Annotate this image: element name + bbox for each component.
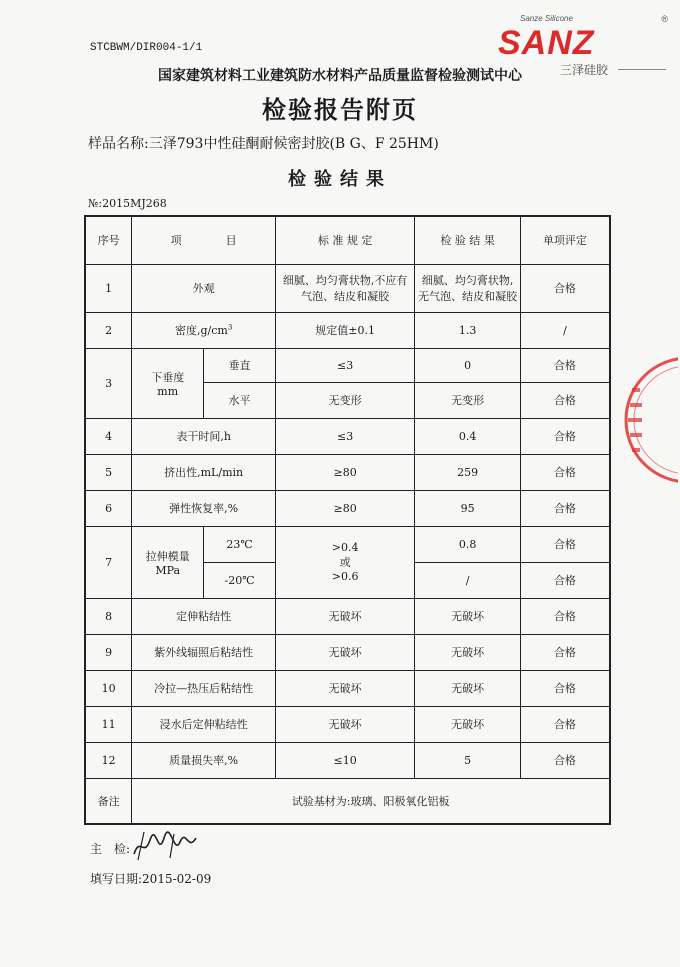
row-subitem: 23℃ bbox=[204, 526, 276, 562]
row-standard bbox=[275, 526, 414, 598]
row-item-text: 密度,g/cm bbox=[174, 324, 228, 337]
row-standard: 细腻、均匀膏状物,不应有气泡、结皮和凝胶 bbox=[275, 264, 414, 312]
standard-line: >0.4 bbox=[331, 541, 359, 554]
row-verdict: 合格 bbox=[520, 382, 610, 418]
row-no: 3 bbox=[85, 348, 132, 418]
row-no: 5 bbox=[85, 454, 132, 490]
report-number: №:2015MJ268 bbox=[88, 197, 167, 210]
row-result: 细腻、均匀膏状物,无气泡、结皮和凝胶 bbox=[415, 264, 521, 312]
header-no: 序号 bbox=[85, 216, 132, 264]
row-result: 无破坏 bbox=[415, 706, 521, 742]
row-item: 弹性恢复率,% bbox=[132, 490, 276, 526]
row-result: 无变形 bbox=[415, 382, 521, 418]
row-item: 紫外线辐照后粘结性 bbox=[132, 634, 276, 670]
row-standard: 无破坏 bbox=[275, 706, 414, 742]
table-row bbox=[85, 670, 610, 706]
row-result: 5 bbox=[415, 742, 521, 778]
row-standard: ≤3 bbox=[275, 348, 414, 382]
organization-name: 国家建筑材料工业建筑防水材料产品质量监督检验测试中心 bbox=[158, 68, 522, 84]
inspector-signature bbox=[130, 828, 200, 864]
brand-cn-name: 三泽硅胶 bbox=[560, 63, 609, 77]
row-subitem: -20℃ bbox=[204, 562, 276, 598]
table-row bbox=[85, 598, 610, 634]
row-subitem: 水平 bbox=[204, 382, 276, 418]
table-row bbox=[85, 526, 610, 562]
row-result: / bbox=[415, 562, 521, 598]
row-item: 表干时间,h bbox=[132, 418, 276, 454]
row-standard: ≥80 bbox=[275, 490, 414, 526]
row-item-superscript: 3 bbox=[227, 323, 233, 332]
row-verdict: 合格 bbox=[520, 634, 610, 670]
table-remark-row bbox=[85, 778, 610, 824]
result-title: 检验结果 bbox=[288, 169, 392, 190]
header-result: 检 验 结 果 bbox=[415, 216, 521, 264]
sample-name: 样品名称:三泽793中性硅酮耐候密封胶(B G、F 25HM) bbox=[88, 136, 439, 152]
remark-text: 试验基材为:玻璃、阳极氧化铝板 bbox=[132, 778, 610, 824]
row-item: 浸水后定伸粘结性 bbox=[132, 706, 276, 742]
page-title: 检验报告附页 bbox=[262, 96, 418, 124]
row-item bbox=[132, 526, 204, 598]
row-item bbox=[132, 312, 276, 348]
row-no: 7 bbox=[85, 526, 132, 598]
row-result: 无破坏 bbox=[415, 634, 521, 670]
row-no: 10 bbox=[85, 670, 132, 706]
row-standard: ≤3 bbox=[275, 418, 414, 454]
row-no: 6 bbox=[85, 490, 132, 526]
row-no: 9 bbox=[85, 634, 132, 670]
row-standard: 无破坏 bbox=[275, 598, 414, 634]
row-no: 4 bbox=[85, 418, 132, 454]
brand-logo-text: SANZ bbox=[498, 24, 595, 62]
row-item-text: 拉伸模量 bbox=[145, 549, 190, 563]
row-item-unit: MPa bbox=[155, 563, 181, 577]
fill-date: 填写日期:2015-02-09 bbox=[90, 872, 212, 886]
row-result: 无破坏 bbox=[415, 598, 521, 634]
row-result: 0 bbox=[415, 348, 521, 382]
inspector-label: 主 检: bbox=[90, 842, 131, 856]
result-table bbox=[84, 215, 611, 825]
row-no: 1 bbox=[85, 264, 132, 312]
table-row bbox=[85, 634, 610, 670]
row-standard: ≥80 bbox=[275, 454, 414, 490]
standard-line: 或 bbox=[339, 556, 351, 569]
row-standard: 规定值±0.1 bbox=[275, 312, 414, 348]
row-result: 0.8 bbox=[415, 526, 521, 562]
row-no: 11 bbox=[85, 706, 132, 742]
header-item: 项 目 bbox=[132, 216, 276, 264]
table-row bbox=[85, 454, 610, 490]
row-verdict: 合格 bbox=[520, 454, 610, 490]
row-standard: 无破坏 bbox=[275, 670, 414, 706]
row-verdict: 合格 bbox=[520, 670, 610, 706]
table-row bbox=[85, 742, 610, 778]
row-result: 0.4 bbox=[415, 418, 521, 454]
row-item: 挤出性,mL/min bbox=[132, 454, 276, 490]
row-item-text: 下垂度 bbox=[151, 370, 185, 384]
row-standard: 无变形 bbox=[275, 382, 414, 418]
row-item: 质量损失率,% bbox=[132, 742, 276, 778]
row-subitem: 垂直 bbox=[204, 348, 276, 382]
row-item bbox=[132, 348, 204, 418]
standard-line: >0.6 bbox=[331, 570, 359, 583]
row-verdict: / bbox=[520, 312, 610, 348]
row-verdict: 合格 bbox=[520, 598, 610, 634]
row-verdict: 合格 bbox=[520, 490, 610, 526]
row-result: 1.3 bbox=[415, 312, 521, 348]
document-code: STCBWM/DIR004-1/1 bbox=[90, 42, 203, 54]
official-seal-stamp bbox=[618, 350, 678, 490]
row-verdict: 合格 bbox=[520, 526, 610, 562]
row-verdict: 合格 bbox=[520, 562, 610, 598]
header-verdict: 单项评定 bbox=[520, 216, 610, 264]
table-row bbox=[85, 312, 610, 348]
result-table-wrapper bbox=[84, 215, 611, 825]
table-row bbox=[85, 418, 610, 454]
row-standard: 无破坏 bbox=[275, 634, 414, 670]
row-standard: ≤10 bbox=[275, 742, 414, 778]
row-item: 冷拉—热压后粘结性 bbox=[132, 670, 276, 706]
row-result: 259 bbox=[415, 454, 521, 490]
row-result: 95 bbox=[415, 490, 521, 526]
row-item: 定伸粘结性 bbox=[132, 598, 276, 634]
row-no: 12 bbox=[85, 742, 132, 778]
row-verdict: 合格 bbox=[520, 418, 610, 454]
table-row bbox=[85, 490, 610, 526]
row-no: 2 bbox=[85, 312, 132, 348]
row-item: 外观 bbox=[132, 264, 276, 312]
row-item-unit: mm bbox=[157, 384, 179, 398]
brand-tagline: Sanze Silicone bbox=[520, 14, 573, 23]
header-standard: 标 准 规 定 bbox=[275, 216, 414, 264]
table-row bbox=[85, 264, 610, 312]
row-verdict: 合格 bbox=[520, 348, 610, 382]
table-row bbox=[85, 348, 610, 382]
remark-label: 备注 bbox=[85, 778, 132, 824]
table-row bbox=[85, 706, 610, 742]
registered-mark: ® bbox=[661, 14, 668, 24]
row-verdict: 合格 bbox=[520, 264, 610, 312]
table-header-row bbox=[85, 216, 610, 264]
row-result: 无破坏 bbox=[415, 670, 521, 706]
row-no: 8 bbox=[85, 598, 132, 634]
row-verdict: 合格 bbox=[520, 706, 610, 742]
row-verdict: 合格 bbox=[520, 742, 610, 778]
